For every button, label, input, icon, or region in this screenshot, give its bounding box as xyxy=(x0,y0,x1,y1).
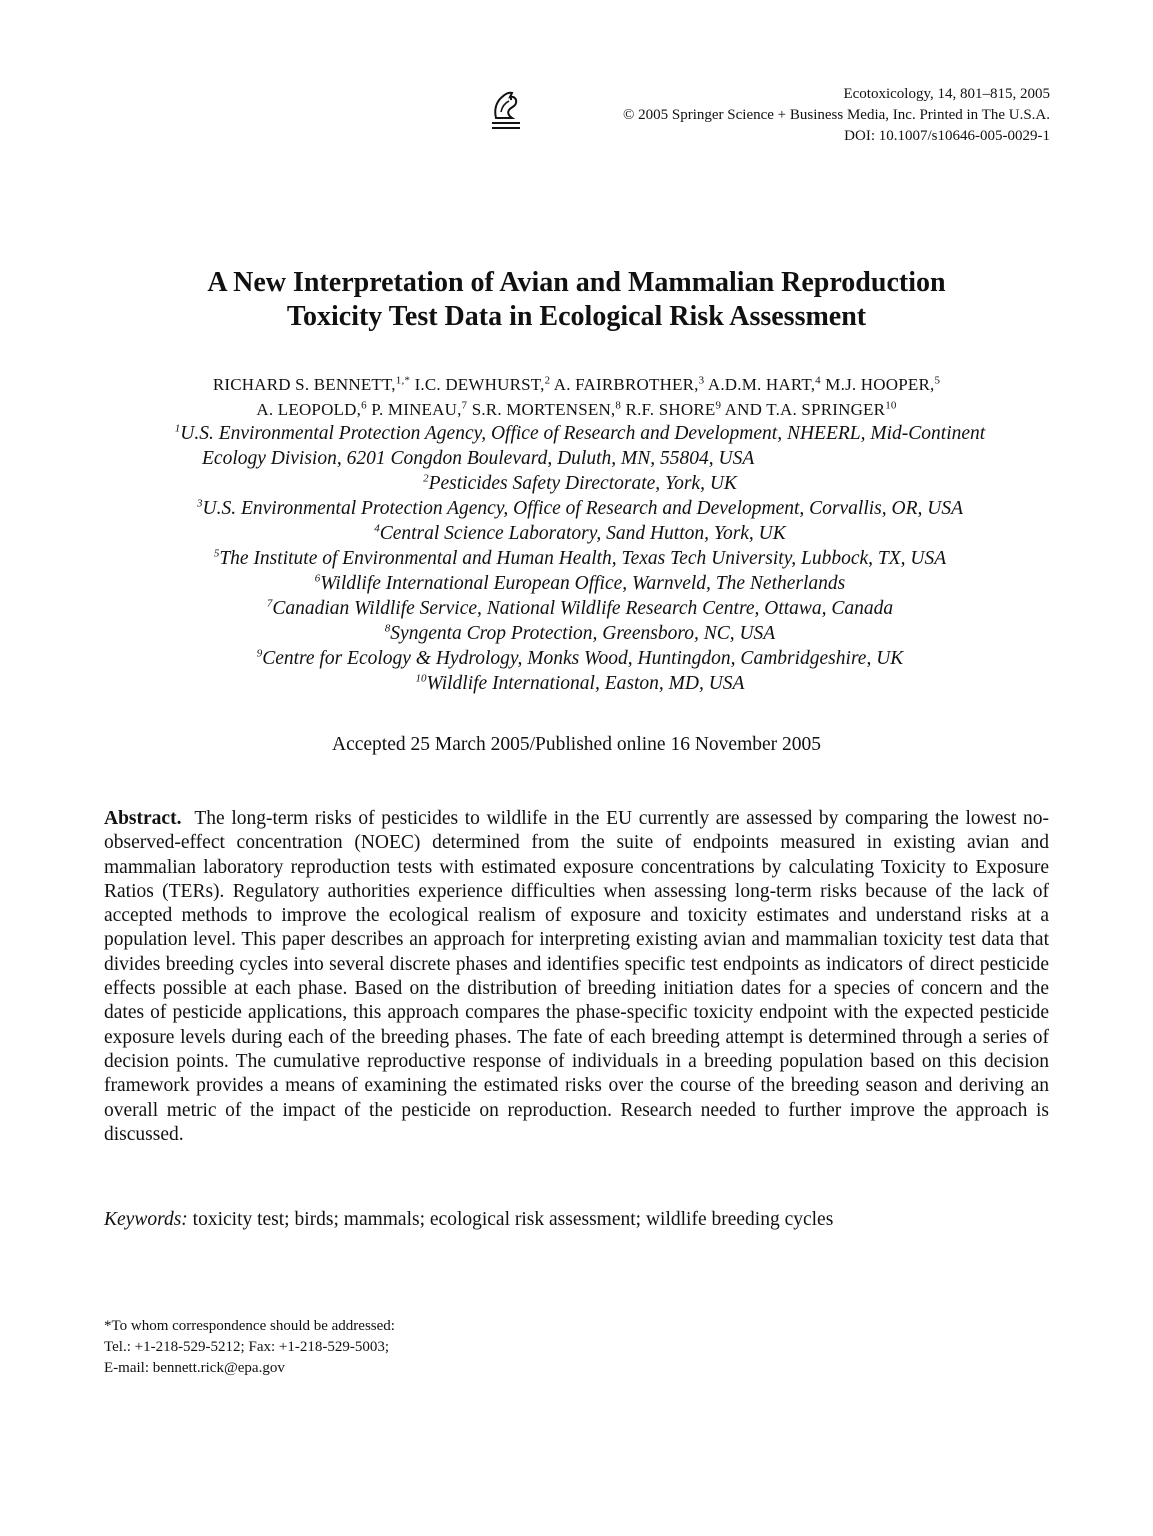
affiliation-text: U.S. Environmental Protection Agency, Office of Research and Development, NHEERL, Mid-Continent xyxy=(180,423,986,444)
author-name: P. MINEAU, xyxy=(366,400,462,419)
author-affiliation-mark: 10 xyxy=(885,399,897,412)
abstract-text: The long-term risks of pesticides to wildlife in the EU currently are assessed by comparing the lowest no-observed-effect concentration (NOEC) determined from the suite of endpoints measured in existing avian and mammalian laboratory reproduction tests with estimated exposure concentrations by calculating Toxicity to Exposure Ratios (TERs). Regulatory authorities experience difficulties when assessing long-term risks because of the lack of accepted methods to improve the ecological realism of exposure and toxicity estimates and understand risks at a population level. This paper describes an approach for interpreting existing avian and mammalian toxicity test data that divides breeding cycles into several discrete phases and identifies specific test endpoints as indicators of direct pesticide effects possible at each phase. Based on the distribution of breeding initiation dates for a species of concern and the dates of pesticide applications, this approach compares the phase-specific toxicity endpoint with the expected pesticide exposure levels during each of the breeding phases. The fate of each breeding attempt is determined through a series of decision points. The cumulative reproductive response of individuals in a breeding population based on this decision framework provides a means of examining the estimated risks over the course of the breeding season and deriving an overall metric of the impact of the pesticide on reproduction. Research needed to further improve the approach is discussed. xyxy=(104,808,1049,1145)
author-name: A.D.M. HART, xyxy=(704,375,816,394)
footnote-line-2: Tel.: +1-218-529-5212; Fax: +1-218-529-5003; xyxy=(104,1339,389,1355)
affiliation-text: U.S. Environmental Protection Agency, Office of Research and Development, Corvallis, OR, USA xyxy=(202,498,963,519)
affiliation-item xyxy=(60,496,1100,521)
author-line-1 xyxy=(0,372,1153,397)
author-affiliation-mark: 4 xyxy=(815,374,821,387)
affiliation-number: 2 xyxy=(423,472,429,485)
author-affiliation-mark: 3 xyxy=(698,374,705,387)
affiliation-item xyxy=(60,671,1100,696)
author-affiliation-mark: 2 xyxy=(544,374,551,387)
author-line-2 xyxy=(0,397,1153,422)
author-list xyxy=(0,372,1153,422)
paper-title xyxy=(0,266,1153,334)
affiliation-text: Canadian Wildlife Service, National Wildlife Research Centre, Ottawa, Canada xyxy=(272,598,894,619)
affiliation-text: Syngenta Crop Protection, Greensboro, NC, USA xyxy=(390,623,776,644)
journal-header xyxy=(480,84,1050,154)
affiliation-item xyxy=(60,646,1100,671)
abstract-paragraph xyxy=(104,807,1049,1147)
author-name: R.F. SHORE xyxy=(621,400,716,419)
author-name: RICHARD S. BENNETT, xyxy=(212,375,396,394)
title-line-1: A New Interpretation of Avian and Mammalian Reproduction xyxy=(207,267,946,298)
affiliation-number: 3 xyxy=(196,497,203,510)
affiliation-text: Pesticides Safety Directorate, York, UK xyxy=(428,473,737,494)
affiliation-number: 6 xyxy=(314,572,321,585)
citation-block xyxy=(623,84,1050,147)
affiliation-number: 7 xyxy=(266,597,273,610)
affiliation-item xyxy=(60,596,1100,621)
author-affiliation-mark: 1,* xyxy=(395,374,411,387)
correspondence-footnote xyxy=(104,1316,704,1379)
springer-horse-logo-icon xyxy=(488,88,524,132)
footnote-email: E-mail: bennett.rick@epa.gov xyxy=(104,1360,285,1376)
affiliation-item xyxy=(60,421,1100,446)
footnote-line-1: *To whom correspondence should be addressed: xyxy=(104,1318,395,1334)
affiliation-item xyxy=(60,621,1100,646)
author-affiliation-mark: 6 xyxy=(361,399,367,412)
author-affiliation-mark: 5 xyxy=(934,374,941,387)
affiliation-number: 4 xyxy=(374,522,380,535)
affiliation-item xyxy=(60,571,1100,596)
affiliation-text: Centre for Ecology & Hydrology, Monks Wood, Huntingdon, Cambridgeshire, UK xyxy=(262,648,904,669)
affiliation-number: 9 xyxy=(256,647,263,660)
affiliation-list xyxy=(60,421,1100,696)
keywords-label: Keywords: xyxy=(104,1209,188,1230)
author-affiliation-mark: 7 xyxy=(461,399,468,412)
affiliation-number: 8 xyxy=(384,622,391,635)
affiliation-number: 10 xyxy=(415,672,427,685)
affiliation-item xyxy=(60,521,1100,546)
affiliation-text: Central Science Laboratory, Sand Hutton, York, UK xyxy=(379,523,786,544)
affiliation-number: 5 xyxy=(213,547,220,560)
affiliation-text: Wildlife International, Easton, MD, USA xyxy=(426,673,745,694)
keywords-line xyxy=(104,1207,1049,1233)
affiliation-text: Ecology Division, 6201 Congdon Boulevard, Duluth, MN, 55804, USA xyxy=(202,448,755,469)
author-name: A. LEOPOLD, xyxy=(256,400,362,419)
doi-line: DOI: 10.1007/s10646-005-0029-1 xyxy=(844,128,1050,144)
affiliation-number: 1 xyxy=(174,422,181,435)
affiliation-text: Wildlife International European Office, Warnveld, The Netherlands xyxy=(320,573,846,594)
affiliation-item xyxy=(60,471,1100,496)
abstract-label: Abstract. xyxy=(104,808,182,829)
author-name: S.R. MORTENSEN, xyxy=(467,400,616,419)
affiliation-item xyxy=(60,546,1100,571)
affiliation-text: The Institute of Environmental and Human Health, Texas Tech University, Lubbock, TX, USA xyxy=(219,548,947,569)
publication-dates: Accepted 25 March 2005/Published online 16 November 2005 xyxy=(331,734,822,755)
author-name: M.J. HOOPER, xyxy=(820,375,935,394)
copyright-line: © 2005 Springer Science + Business Media, Inc. Printed in The U.S.A. xyxy=(622,107,1050,123)
author-affiliation-mark: 8 xyxy=(615,399,622,412)
author-name: AND T.A. SPRINGER xyxy=(721,400,886,419)
affiliation-item-continuation xyxy=(60,446,1100,471)
title-line-2: Toxicity Test Data in Ecological Risk Assessment xyxy=(286,301,867,332)
author-name: A. FAIRBROTHER, xyxy=(550,375,699,394)
author-affiliation-mark: 9 xyxy=(715,399,722,412)
keywords-text: toxicity test; birds; mammals; ecological risk assessment; wildlife breeding cycles xyxy=(192,1209,834,1230)
author-name: I.C. DEWHURST, xyxy=(410,375,545,394)
journal-citation: Ecotoxicology, 14, 801–815, 2005 xyxy=(843,86,1050,102)
